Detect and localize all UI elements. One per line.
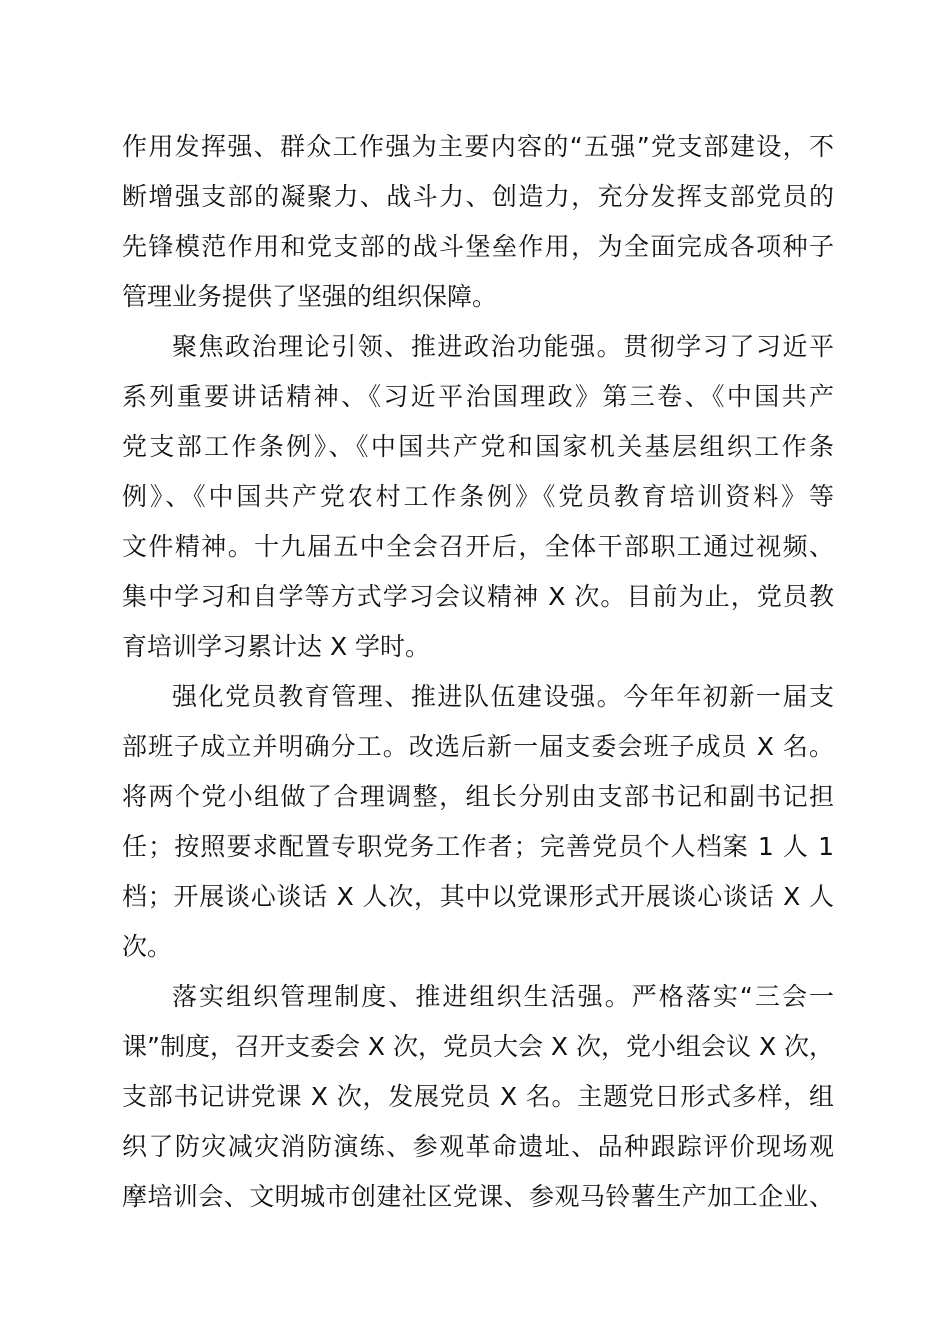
paragraph-4	[122, 972, 834, 1222]
text-line: 育培训学习累计达 X 学时。	[122, 632, 431, 661]
text-line: 课”制度，召开支委会 X 次，党员大会 X 次，党小组会议 X 次，	[122, 1032, 835, 1061]
text-line: 管理业务提供了坚强的组织保障。	[122, 282, 498, 311]
text-line: 将两个党小组做了合理调整，组长分别由支部书记和副书记担	[122, 782, 834, 811]
text-line: 织了防灾减灾消防演练、参观革命遗址、品种跟踪评价现场观	[122, 1132, 834, 1161]
text-line: 集中学习和自学等方式学习会议精神 X 次。目前为止，党员教	[122, 582, 834, 611]
text-line: 断增强支部的凝聚力、战斗力、创造力，充分发挥支部党员的	[122, 182, 834, 211]
text-line: 先锋模范作用和党支部的战斗堡垒作用，为全面完成各项种子	[122, 232, 834, 261]
paragraph-2	[122, 322, 834, 672]
text-line: 部班子成立并明确分工。改选后新一届支委会班子成员 X 名。	[122, 732, 834, 761]
text-line: 落实组织管理制度、推进组织生活强。严格落实“三会一	[172, 982, 834, 1011]
text-line: 作用发挥强、群众工作强为主要内容的“五强”党支部建设，不	[122, 132, 834, 161]
paragraph-1	[122, 122, 834, 322]
text-line: 任；按照要求配置专职党务工作者；完善党员个人档案 1 人 1	[122, 832, 834, 861]
text-line: 摩培训会、文明城市创建社区党课、参观马铃薯生产加工企业、	[122, 1182, 834, 1211]
text-line: 档；开展谈心谈话 X 人次，其中以党课形式开展谈心谈话 X 人	[122, 882, 834, 911]
text-line: 支部书记讲党课 X 次，发展党员 X 名。主题党日形式多样，组	[122, 1082, 834, 1111]
document-body	[122, 122, 834, 1222]
text-line: 党支部工作条例》、《中国共产党和国家机关基层组织工作条	[122, 432, 834, 461]
text-line: 聚焦政治理论引领、推进政治功能强。贯彻学习了习近平	[172, 332, 834, 361]
text-line: 系列重要讲话精神、《习近平治国理政》第三卷、《中国共产	[122, 382, 834, 411]
text-line: 例》、《中国共产党农村工作条例》《党员教育培训资料》等	[122, 482, 834, 511]
text-line: 强化党员教育管理、推进队伍建设强。今年年初新一届支	[172, 682, 834, 711]
paragraph-3	[122, 672, 834, 972]
text-line: 文件精神。十九届五中全会召开后，全体干部职工通过视频、	[122, 532, 834, 561]
text-line: 次。	[122, 932, 173, 961]
